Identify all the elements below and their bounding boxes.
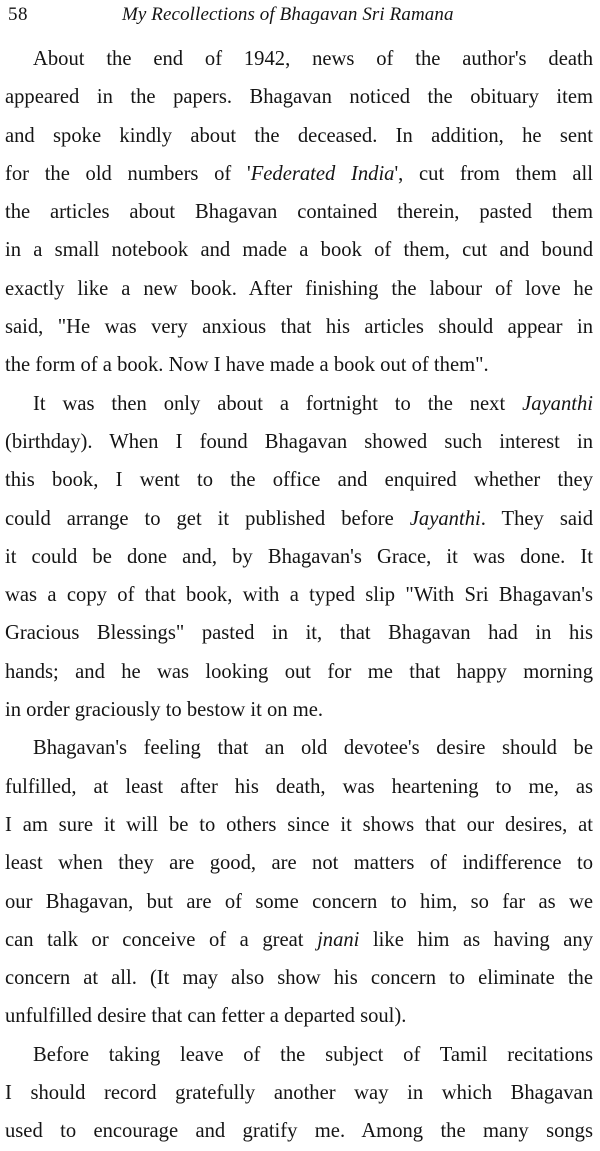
- text-line: [5, 78, 593, 116]
- text-run: the form of a book. Now I have made a book out of them".: [5, 354, 489, 377]
- text-run: It was then only about a fortnight to the next: [33, 392, 523, 415]
- text-line: [5, 40, 593, 78]
- text-run: Before taking leave of the subject of Tamil recitations: [33, 1043, 593, 1066]
- text-run: I should record gratefully another way in which Bhagavan: [5, 1082, 593, 1105]
- text-run: it could be done and, by Bhagavan's Grace, it was done. It: [5, 545, 593, 568]
- text-line: [5, 1036, 593, 1074]
- text-run: I am sure it will be to others since it shows that our desires, at: [5, 813, 593, 836]
- text-line: [5, 959, 593, 997]
- text-run: said, "He was very anxious that his articles should appear in: [5, 316, 593, 339]
- page-number: 58: [8, 4, 28, 25]
- text-run: . They said: [480, 507, 593, 530]
- text-line: [5, 691, 593, 729]
- text-line: [5, 231, 593, 269]
- text-run: fulfilled, at least after his death, was heartening to me, as: [5, 775, 593, 798]
- text-line: [5, 768, 593, 806]
- text-run: hands; and he was looking out for me that happy morning: [5, 660, 593, 683]
- text-run: used to encourage and gratify me. Among the many songs: [5, 1120, 593, 1143]
- italic-text: Federated India: [250, 162, 395, 185]
- text-run: Bhagavan's feeling that an old devotee's desire should be: [33, 737, 593, 760]
- text-run: could arrange to get it published before: [5, 507, 410, 530]
- text-line: [5, 346, 593, 384]
- text-line: [5, 1074, 593, 1112]
- text-run: was a copy of that book, with a typed slip "With Sri Bhagavan's: [5, 584, 593, 607]
- text-run: (birthday). When I found Bhagavan showed such interest in: [5, 430, 593, 453]
- text-line: [5, 1112, 593, 1150]
- text-run: Gracious Blessings" pasted in it, that Bhagavan had in his: [5, 622, 593, 645]
- text-line: [5, 155, 593, 193]
- text-run: in a small notebook and made a book of them, cut and bound: [5, 239, 593, 262]
- text-run: ', cut from them all: [394, 162, 593, 185]
- text-line: [5, 193, 593, 231]
- text-line: [5, 461, 593, 499]
- text-line: [5, 653, 593, 691]
- text-line: [5, 385, 593, 423]
- text-line: [5, 270, 593, 308]
- text-run: can talk or conceive of a great: [5, 928, 318, 951]
- text-run: exactly like a new book. After finishing the labour of love he: [5, 277, 593, 300]
- text-run: and spoke kindly about the deceased. In addition, he sent: [5, 124, 593, 147]
- text-run: our Bhagavan, but are of some concern to him, so far as we: [5, 890, 593, 913]
- text-run: this book, I went to the office and enquired whether they: [5, 469, 593, 492]
- text-line: [5, 921, 593, 959]
- text-run: in order graciously to bestow it on me.: [5, 699, 323, 722]
- text-line: [5, 997, 593, 1035]
- book-title: My Recollections of Bhagavan Sri Ramana: [122, 4, 454, 25]
- running-head: [8, 0, 588, 30]
- text-run: the articles about Bhagavan contained therein, pasted them: [5, 201, 593, 224]
- text-line: [5, 883, 593, 921]
- text-run: concern at all. (It may also show his concern to eliminate the: [5, 967, 593, 990]
- text-run: like him as having any: [359, 928, 593, 951]
- text-line: [5, 117, 593, 155]
- body-text: [5, 40, 593, 1151]
- text-line: [5, 614, 593, 652]
- text-run: appeared in the papers. Bhagavan noticed the obituary item: [5, 86, 593, 109]
- text-line: [5, 729, 593, 767]
- text-line: [5, 844, 593, 882]
- text-line: [5, 806, 593, 844]
- text-line: [5, 423, 593, 461]
- text-line: [5, 308, 593, 346]
- italic-text: Jayanthi: [409, 507, 481, 530]
- text-line: [5, 500, 593, 538]
- text-run: least when they are good, are not matters of indifference to: [5, 852, 593, 875]
- text-line: [5, 538, 593, 576]
- text-line: [5, 576, 593, 614]
- italic-text: jnani: [317, 928, 360, 951]
- italic-text: Jayanthi: [522, 392, 593, 415]
- text-run: for the old numbers of ': [5, 162, 251, 185]
- text-run: unfulfilled desire that can fetter a departed soul).: [5, 1005, 407, 1028]
- text-run: About the end of 1942, news of the author's death: [33, 48, 593, 70]
